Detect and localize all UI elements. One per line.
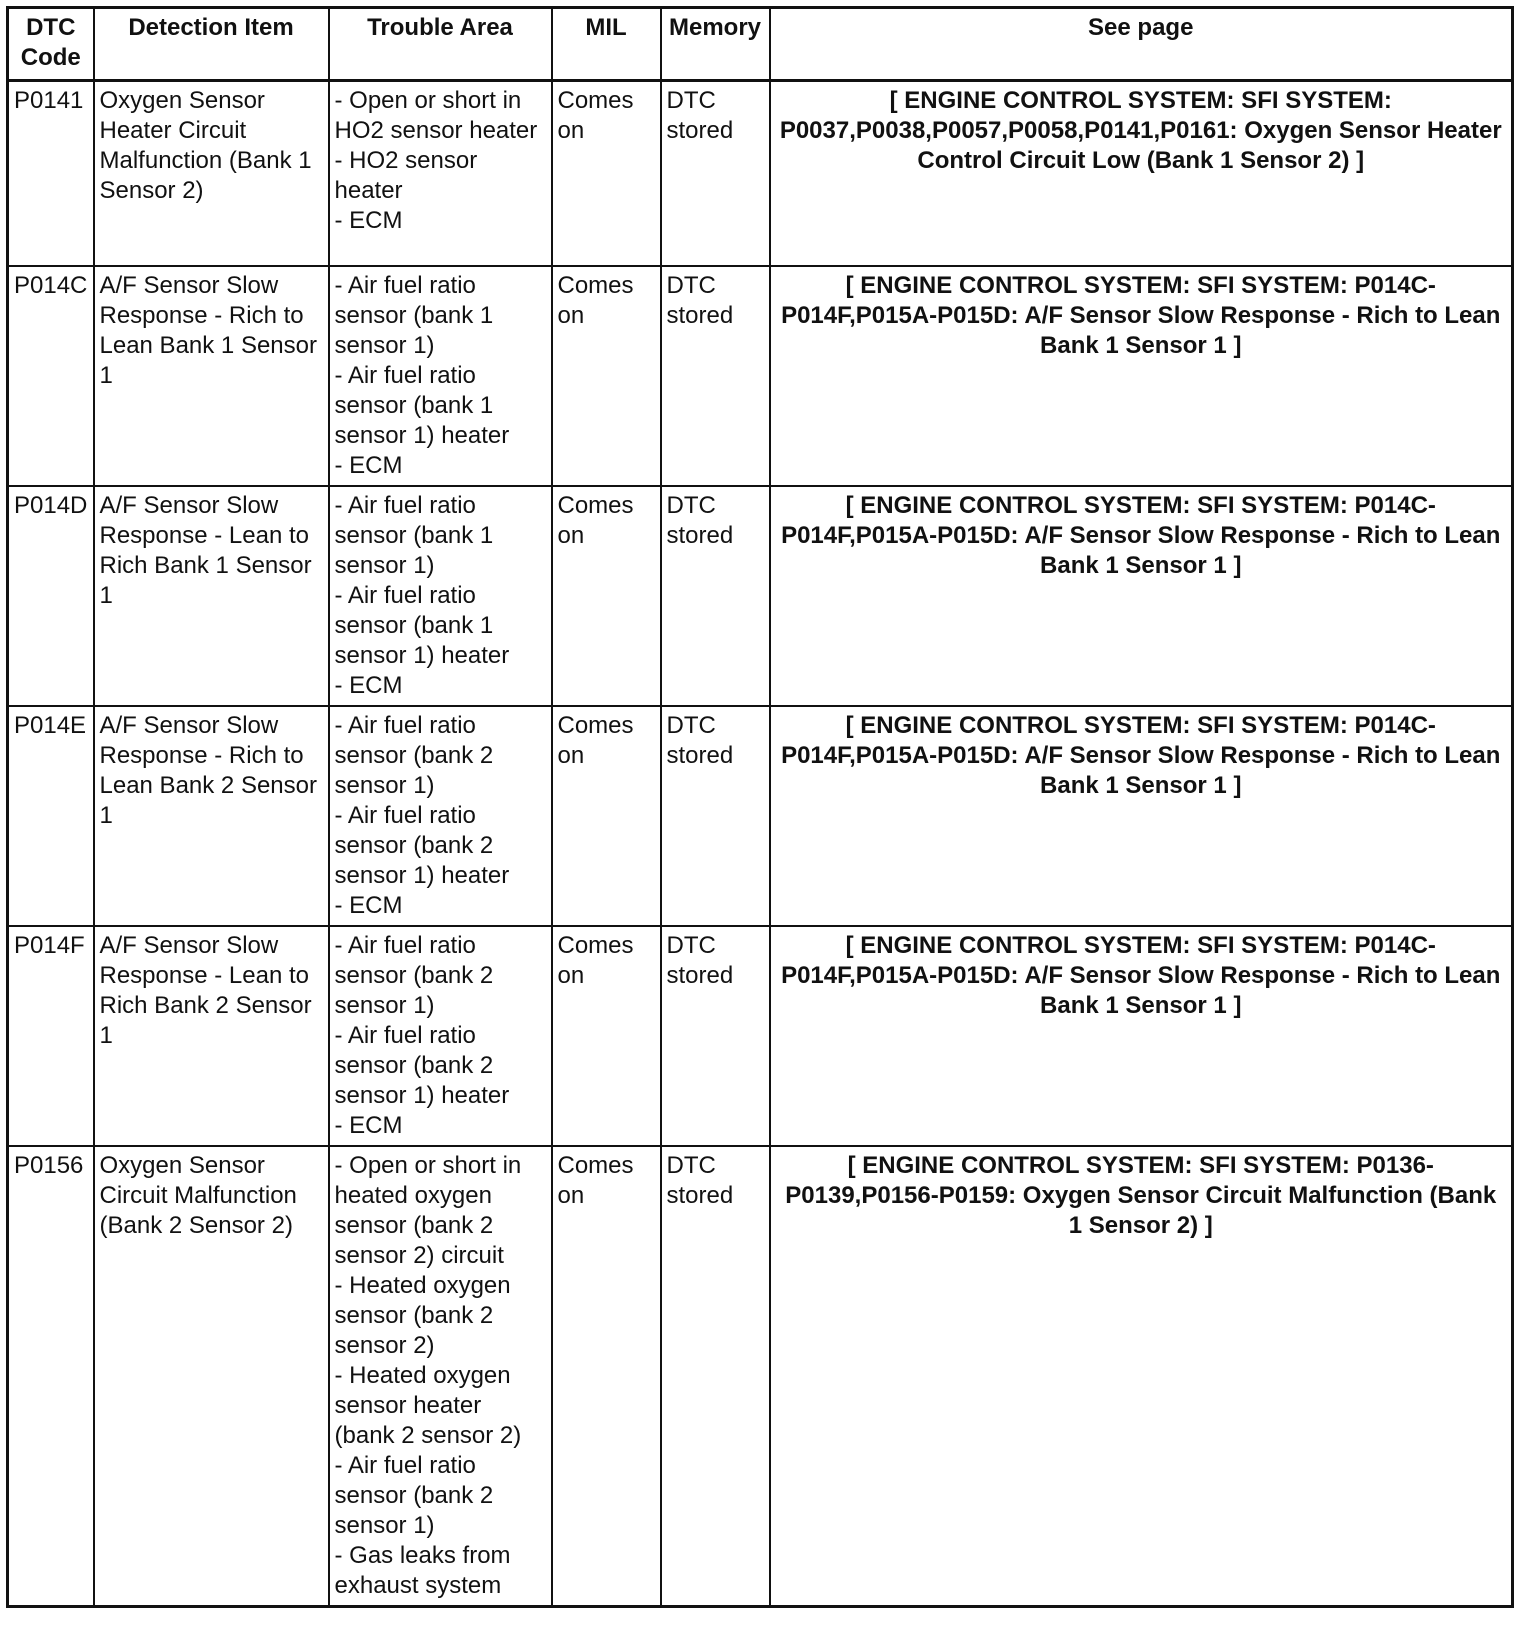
trouble-area-item: - Air fuel ratio sensor (bank 2 sensor 1)	[334, 1451, 494, 1539]
trouble-area-cell	[329, 706, 552, 926]
trouble-area-cell	[329, 81, 552, 266]
trouble-area-item: - Air fuel ratio sensor (bank 1 sensor 1) heater	[334, 581, 510, 669]
dtc-table	[6, 6, 1514, 1608]
trouble-area-cell	[329, 926, 552, 1146]
trouble-area-cell	[329, 1146, 552, 1607]
detection-item-cell: Oxygen Sensor Heater Circuit Malfunction (Bank 1 Sensor 2)	[94, 81, 329, 266]
dtc-code-cell: P0156	[8, 1146, 94, 1607]
trouble-area-item: - HO2 sensor heater	[334, 147, 478, 204]
detection-item-cell: A/F Sensor Slow Response - Lean to Rich Bank 2 Sensor 1	[94, 926, 329, 1146]
table-row	[8, 266, 1513, 486]
see-page-link[interactable]: [ ENGINE CONTROL SYSTEM: SFI SYSTEM: P014C-P014F,P015A-P015D: A/F Sensor Slow Response - Rich to Lean Bank 1 Sensor 1 ]	[770, 926, 1513, 1146]
trouble-area-item: - Gas leaks from exhaust system	[334, 1541, 511, 1599]
trouble-area-item: - Air fuel ratio sensor (bank 2 sensor 1) heater	[334, 801, 510, 889]
header-trouble-area: Trouble Area	[329, 8, 552, 81]
trouble-area-item: - Air fuel ratio sensor (bank 2 sensor 1)	[334, 711, 494, 799]
detection-item-cell: A/F Sensor Slow Response - Lean to Rich Bank 1 Sensor 1	[94, 486, 329, 706]
trouble-area-item: - ECM	[334, 207, 403, 234]
dtc-code-cell: P014C	[8, 266, 94, 486]
table-row	[8, 81, 1513, 266]
detection-item-cell: Oxygen Sensor Circuit Malfunction (Bank 2 Sensor 2)	[94, 1146, 329, 1607]
mil-cell: Comes on	[552, 706, 661, 926]
dtc-code-cell: P014F	[8, 926, 94, 1146]
mil-cell: Comes on	[552, 1146, 661, 1607]
trouble-area-item: - Heated oxygen sensor heater (bank 2 sensor 2)	[334, 1361, 522, 1449]
memory-cell: DTC stored	[661, 81, 770, 266]
trouble-area-item: - ECM	[334, 451, 403, 479]
see-page-link[interactable]: [ ENGINE CONTROL SYSTEM: SFI SYSTEM: P014C-P014F,P015A-P015D: A/F Sensor Slow Response - Rich to Lean Bank 1 Sensor 1 ]	[770, 266, 1513, 486]
mil-cell: Comes on	[552, 926, 661, 1146]
header-dtc-code-line1: DTC	[26, 14, 76, 41]
trouble-area-cell	[329, 486, 552, 706]
dtc-table-container	[6, 6, 1511, 1608]
memory-cell: DTC stored	[661, 486, 770, 706]
trouble-area-item: - Open or short in HO2 sensor heater	[334, 87, 538, 144]
mil-cell: Comes on	[552, 266, 661, 486]
table-row	[8, 926, 1513, 1146]
trouble-area-item: - Air fuel ratio sensor (bank 2 sensor 1)	[334, 931, 494, 1019]
memory-cell: DTC stored	[661, 926, 770, 1146]
trouble-area-item: - Air fuel ratio sensor (bank 1 sensor 1) heater	[334, 361, 510, 449]
header-memory: Memory	[661, 8, 770, 81]
mil-cell: Comes on	[552, 486, 661, 706]
detection-item-cell: A/F Sensor Slow Response - Rich to Lean Bank 1 Sensor 1	[94, 266, 329, 486]
trouble-area-cell	[329, 266, 552, 486]
dtc-code-cell: P014E	[8, 706, 94, 926]
mil-cell: Comes on	[552, 81, 661, 266]
see-page-link[interactable]: [ ENGINE CONTROL SYSTEM: SFI SYSTEM: P0037,P0038,P0057,P0058,P0141,P0161: Oxygen Sensor Heater Control Circuit Low (Bank 1 Sensor 2) ]	[770, 81, 1513, 266]
table-row	[8, 706, 1513, 926]
memory-cell: DTC stored	[661, 1146, 770, 1607]
dtc-code-cell: P014D	[8, 486, 94, 706]
trouble-area-item: - Air fuel ratio sensor (bank 1 sensor 1)	[334, 271, 494, 359]
header-see-page: See page	[770, 8, 1513, 81]
trouble-area-item: - ECM	[334, 671, 403, 699]
trouble-area-item: - Air fuel ratio sensor (bank 1 sensor 1)	[334, 491, 494, 579]
header-dtc-code	[8, 8, 94, 81]
see-page-link[interactable]: [ ENGINE CONTROL SYSTEM: SFI SYSTEM: P0136-P0139,P0156-P0159: Oxygen Sensor Circuit Malfunction (Bank 1 Sensor 2) ]	[770, 1146, 1513, 1607]
table-header-row	[8, 8, 1513, 81]
dtc-code-cell: P0141	[8, 81, 94, 266]
table-row	[8, 1146, 1513, 1607]
trouble-area-item: - ECM	[334, 1111, 403, 1139]
memory-cell: DTC stored	[661, 706, 770, 926]
table-row	[8, 486, 1513, 706]
memory-cell: DTC stored	[661, 266, 770, 486]
trouble-area-item: - Air fuel ratio sensor (bank 2 sensor 1) heater	[334, 1021, 510, 1109]
header-mil: MIL	[552, 8, 661, 81]
detection-item-cell: A/F Sensor Slow Response - Rich to Lean Bank 2 Sensor 1	[94, 706, 329, 926]
header-detection-item: Detection Item	[94, 8, 329, 81]
trouble-area-item: - Heated oxygen sensor (bank 2 sensor 2)	[334, 1271, 511, 1359]
see-page-link[interactable]: [ ENGINE CONTROL SYSTEM: SFI SYSTEM: P014C-P014F,P015A-P015D: A/F Sensor Slow Response - Rich to Lean Bank 1 Sensor 1 ]	[770, 486, 1513, 706]
trouble-area-item: - ECM	[334, 891, 403, 919]
trouble-area-item: - Open or short in heated oxygen sensor (bank 2 sensor 2) circuit	[334, 1151, 522, 1269]
header-dtc-code-line2: Code	[20, 44, 81, 71]
see-page-link[interactable]: [ ENGINE CONTROL SYSTEM: SFI SYSTEM: P014C-P014F,P015A-P015D: A/F Sensor Slow Response - Rich to Lean Bank 1 Sensor 1 ]	[770, 706, 1513, 926]
